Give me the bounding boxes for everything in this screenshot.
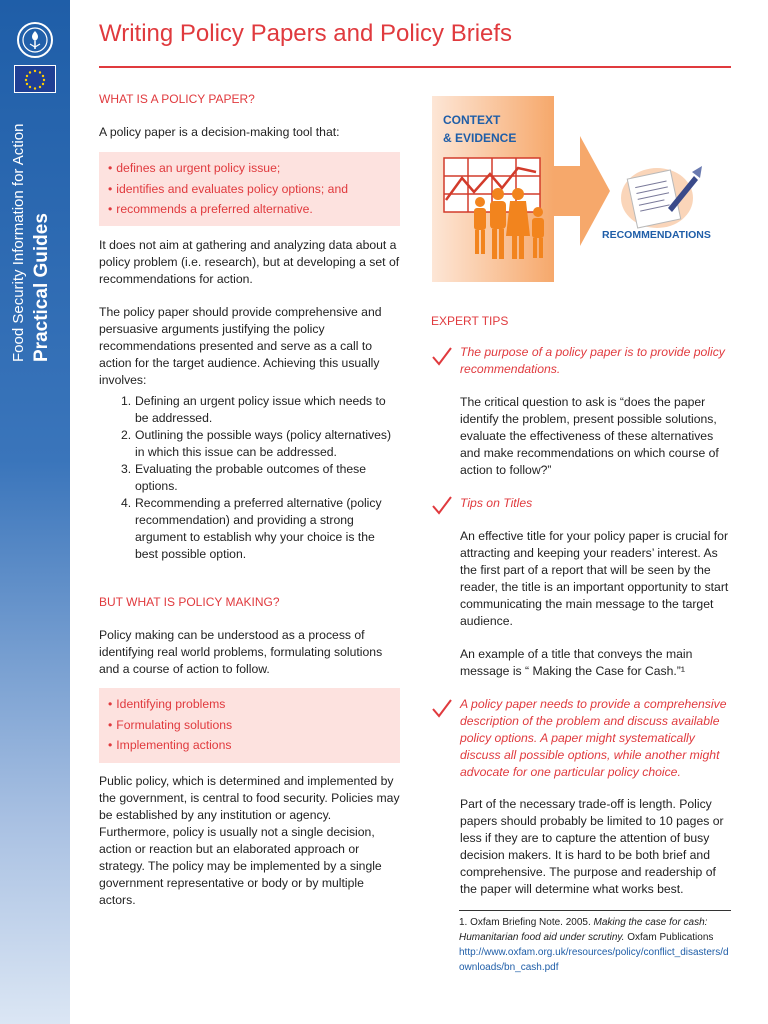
- context-to-recommendations-graphic: [432, 96, 732, 286]
- tip1-body: The critical question to ask is “does the paper identify the problem, present possible solutions, evaluate the effectiveness of these alternatives and make recommendations on which course of action to follow?”: [460, 395, 719, 477]
- process-item: • Identifying problems: [108, 697, 226, 711]
- page-title: Writing Policy Papers and Policy Briefs: [99, 20, 513, 47]
- definition-item: • identifies and evaluates policy options; and: [108, 181, 348, 196]
- process-item: • Formulating solutions: [108, 717, 233, 732]
- process-item: • Implementing actions: [108, 738, 232, 752]
- steps-list: [99, 393, 399, 563]
- sidebar: [0, 0, 70, 1024]
- footnote: 1. Oxfam Briefing Note. 2005. Making the case for cash: Humanitarian food aid under scrutiny. Oxfam Publications http://www.oxfam.org.uk/resources/policy/conflict_disasters/downloads/bn_cash.pdf: [459, 915, 731, 975]
- list-item: 1. Defining an urgent policy issue which needs to be addressed.: [121, 394, 386, 425]
- definition-item: • defines an urgent policy issue;: [108, 161, 281, 175]
- checkmark-icon: [431, 346, 453, 366]
- checkmark-icon: [431, 495, 453, 515]
- process-box: [99, 688, 400, 763]
- intro-text: A policy paper is a decision-making tool that:: [99, 125, 340, 139]
- tip2-heading: Tips on Titles: [460, 496, 533, 510]
- recommendations-label: RECOMMENDATIONS: [602, 229, 711, 241]
- footnote-link[interactable]: http://www.oxfam.org.uk/resources/policy/conflict_disasters/downloads/bn_cash.pdf: [459, 947, 729, 973]
- definition-item: • recommends a preferred alternative.: [108, 202, 313, 216]
- title-divider: [99, 66, 731, 68]
- list-item: 4. Recommending a preferred alternative (policy recommendation) and providing a strong argument to establish why your choice is the best possible option.: [121, 496, 382, 561]
- sidebar-line2: Practical Guides: [31, 213, 52, 362]
- context-label: CONTEXT & EVIDENCE: [443, 113, 517, 145]
- checkmark-icon: [431, 698, 453, 718]
- tip3-heading: A policy paper needs to provide a comprehensive description of the problem and discuss available policy options. A paper might systematically discuss all possible options, while another might advocate for one particular policy choice.: [460, 697, 727, 779]
- tip2-body: An effective title for your policy paper is crucial for attracting and keeping your readers’ interest. As the first part of a report that will be seen by the reader, the title is an important opportunity to start communicating the main message to the target audience.: [460, 529, 729, 628]
- paragraph-public-policy: Public policy, which is determined and implemented by the government, is central to food security. Policies may be established by any institution or agency. Furthermore, policy is usually not a single decision, action or reaction but an elaborated approach or strategy. The policy may be implemented by a single government representative or body or by multiple actors.: [99, 774, 400, 907]
- sidebar-series-title: [8, 102, 64, 362]
- heading-what-is-policy-paper: WHAT IS A POLICY PAPER?: [99, 92, 255, 106]
- document-quill-icon: [621, 166, 702, 228]
- tip3-body: Part of the necessary trade-off is length. Policy papers should probably be limited to 10 pages or less if they are to capture the attention of busy decision makers. It is hard to be both brief and comprehensive. The purpose and readership of the paper will determine what works best.: [460, 797, 724, 896]
- paragraph-policy-making: Policy making can be understood as a process of identifying real world problems, formulating solutions and a course of action to follow.: [99, 628, 383, 676]
- heading-policy-making: BUT WHAT IS POLICY MAKING?: [99, 595, 280, 609]
- list-item: 2. Outlining the possible ways (policy alternatives) in which this issue can be addressed.: [121, 428, 392, 459]
- sidebar-line1: Food Security Information for Action: [10, 123, 27, 362]
- list-item: 3. Evaluating the probable outcomes of these options.: [121, 462, 367, 493]
- heading-expert-tips: EXPERT TIPS: [431, 314, 509, 328]
- tip1-heading: The purpose of a policy paper is to provide policy recommendations.: [460, 345, 725, 376]
- fao-logo-icon: [17, 22, 53, 58]
- tip2-example: An example of a title that conveys the main message is “ Making the Case for Cash.”¹: [460, 647, 693, 678]
- footnote-divider: [459, 910, 731, 911]
- paragraph-research: It does not aim at gathering and analyzing data about a policy problem (i.e. research), but at developing a set of recommendations for action.: [99, 238, 400, 286]
- definition-box: [99, 152, 400, 226]
- paragraph-arguments: The policy paper should provide comprehensive and persuasive arguments justifying the policy recommendations presented and serve as a call to action for the target audience. Achieving this usually involves:: [99, 305, 382, 387]
- eu-flag-icon: [14, 65, 56, 93]
